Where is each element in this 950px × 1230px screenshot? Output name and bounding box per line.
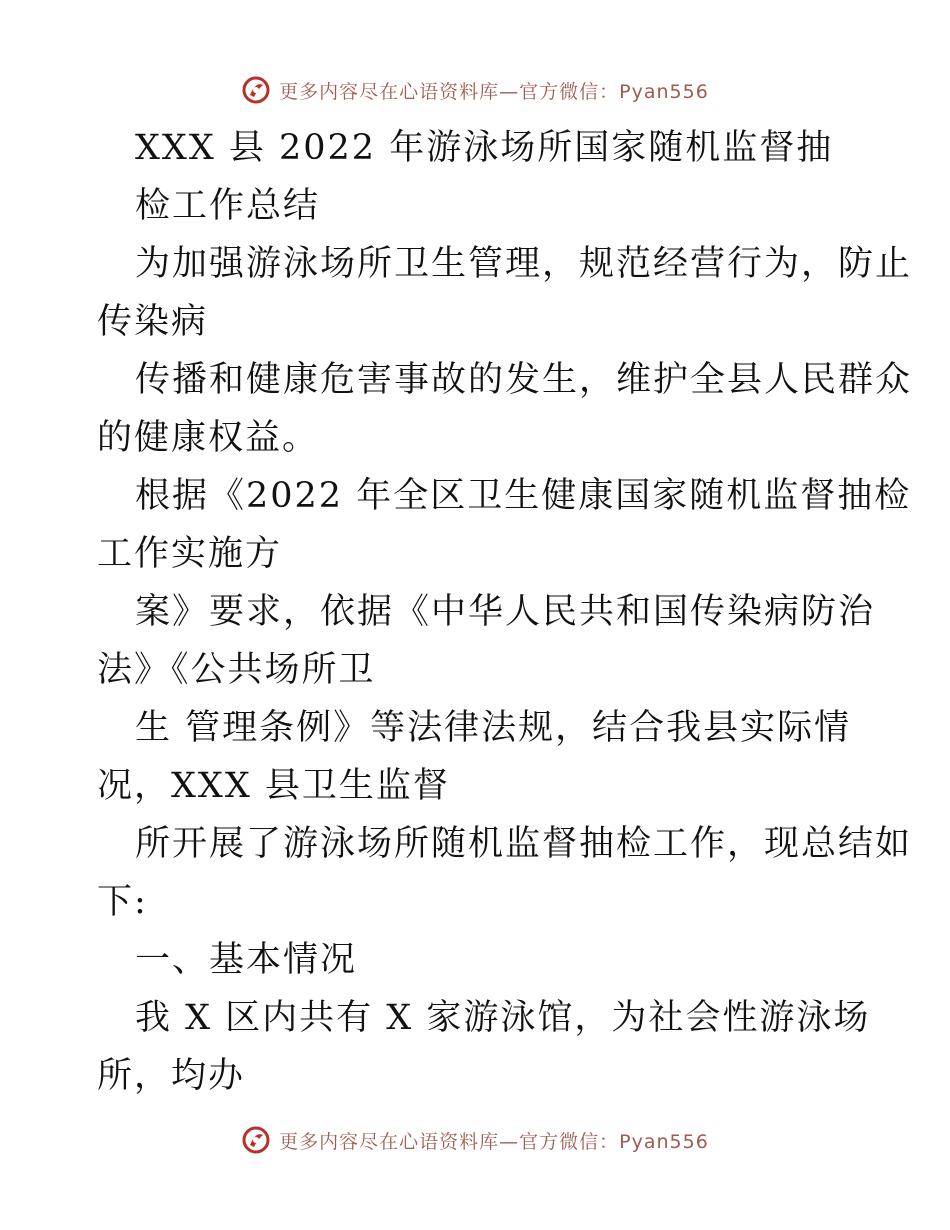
doc-paragraph-line: 根据《2022 年全区卫生健康国家随机监督抽检 <box>135 476 912 516</box>
doc-paragraph-line: 况，XXX 县卫生监督 <box>97 766 450 806</box>
doc-paragraph-line: 所开展了游泳场所随机监督抽检工作，现总结如 <box>135 824 913 864</box>
doc-paragraph-line: 传染病 <box>97 302 209 342</box>
doc-section-heading: 一、基本情况 <box>135 940 358 980</box>
doc-title-line-1: XXX 县 2022 年游泳场所国家随机监督抽 <box>135 128 834 168</box>
header-banner <box>0 70 950 110</box>
banner-text: 更多内容尽在心语资料库—官方微信：Pyan556 <box>279 1130 709 1153</box>
doc-paragraph-line: 生 管理条例》等法律法规，结合我县实际情 <box>135 708 852 748</box>
red-swirl-logo-icon <box>241 1125 271 1155</box>
doc-paragraph-line: 为加强游泳场所卫生管理，规范经营行为，防止 <box>135 244 913 284</box>
red-swirl-logo-icon <box>241 75 271 105</box>
doc-paragraph-line: 所，均办 <box>97 1056 246 1096</box>
banner-text: 更多内容尽在心语资料库—官方微信：Pyan556 <box>279 80 709 103</box>
doc-paragraph-line: 工作实施方 <box>97 534 283 574</box>
doc-paragraph-line: 我 X 区内共有 X 家游泳馆，为社会性游泳场 <box>135 998 871 1038</box>
footer-banner <box>0 1120 950 1160</box>
doc-title-line-2: 检工作总结 <box>135 186 321 226</box>
doc-paragraph-line: 法》《公共场所卫 <box>97 650 376 690</box>
doc-paragraph-line: 案》要求，依据《中华人民共和国传染病防治 <box>135 592 876 632</box>
doc-paragraph-line: 下: <box>97 882 148 922</box>
doc-paragraph-line: 传播和健康危害事故的发生，维护全县人民群众 <box>135 360 913 400</box>
doc-paragraph-line: 的健康权益。 <box>97 418 320 458</box>
